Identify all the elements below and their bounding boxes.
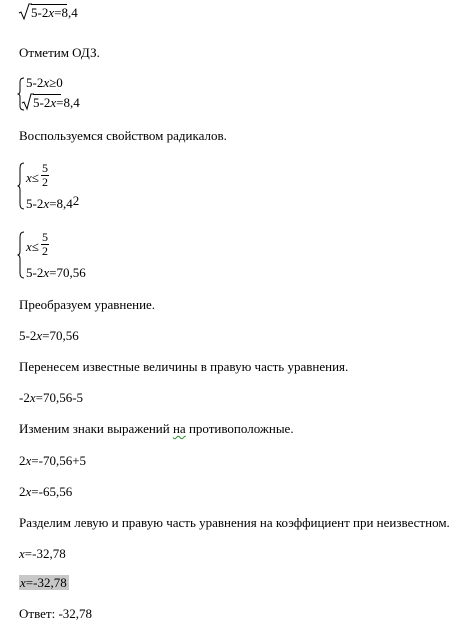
equation-lhs: 5-2 <box>19 328 37 343</box>
variable-x: x <box>36 328 43 343</box>
variable-x: x <box>25 453 32 468</box>
text-segment: противоположные. <box>185 421 294 436</box>
equation-lhs: 2 <box>19 453 26 468</box>
equation-line-6 <box>19 546 66 561</box>
answer-line: Ответ: -32,78 <box>19 606 93 621</box>
radicand: 5-2 <box>31 5 49 20</box>
fraction-numerator: 5 <box>42 230 48 244</box>
system-3-row-2-rhs: =70,56 <box>49 265 86 280</box>
variable-x: x <box>43 75 50 90</box>
fraction-denominator: 2 <box>42 175 48 189</box>
spellcheck-word: на <box>172 421 186 436</box>
equation-line-3 <box>19 390 83 405</box>
equation-rhs: =8,4 <box>54 5 78 20</box>
system-1-row-1-lhs: 5-2 <box>26 75 44 90</box>
less-equal-sign: ≤ <box>31 239 39 254</box>
left-brace <box>17 231 25 279</box>
radicand: 5-2 <box>33 95 51 110</box>
equation-rhs: =70,56-5 <box>35 390 84 405</box>
paragraph-divide: Разделим левую и правую часть уравнения на коэффициент при неизвестном. <box>19 515 450 530</box>
system-1-row-1-rhs: ≥0 <box>49 75 63 90</box>
system-2-row-2-lhs: 5-2 <box>26 196 44 211</box>
left-brace <box>17 162 25 210</box>
variable-x: x <box>43 196 50 211</box>
paragraph-property: Воспользуемся свойством радикалов. <box>19 128 227 143</box>
equation-rhs: =-32,78 <box>25 575 67 590</box>
system-1-row-2-rhs: =8,4 <box>56 95 80 110</box>
paragraph-odz: Отметим ОДЗ. <box>19 45 100 60</box>
equation-rhs: =-65,56 <box>31 484 73 499</box>
fraction-numerator: 5 <box>42 161 48 175</box>
variable-x: x <box>26 170 32 185</box>
paragraph-move: Перенесем известные величины в правую часть уравнения. <box>19 359 349 374</box>
equation-line-2 <box>19 328 79 343</box>
equation-rhs: =-70,56+5 <box>31 453 87 468</box>
radical-sign <box>18 3 32 19</box>
fraction-denominator: 2 <box>42 244 48 258</box>
equation-rhs: =70,56 <box>42 328 79 343</box>
text-segment: Изменим знаки выражений <box>19 421 173 436</box>
equation-line-5 <box>19 484 72 499</box>
variable-x: x <box>43 265 50 280</box>
selected-equation-line[interactable] <box>19 575 69 590</box>
variable-x: x <box>20 575 26 590</box>
radical-sign <box>21 93 33 109</box>
variable-x: x <box>50 95 57 110</box>
variable-x: x <box>19 546 25 561</box>
equation-lhs: -2 <box>19 390 30 405</box>
exponent: 2 <box>72 193 80 208</box>
paragraph-transform: Преобразуем уравнение. <box>19 297 156 312</box>
variable-x: x <box>26 239 32 254</box>
system-3-row-2-lhs: 5-2 <box>26 265 44 280</box>
equation-lhs: 2 <box>19 484 26 499</box>
variable-x: x <box>25 484 32 499</box>
variable-x: x <box>29 390 36 405</box>
equation-line-4 <box>19 453 86 468</box>
equation-rhs: =-32,78 <box>24 546 66 561</box>
paragraph-change-signs <box>19 421 294 436</box>
variable-x: x <box>48 5 55 20</box>
system-2-row-2-rhs: =8,4 <box>49 196 73 211</box>
less-equal-sign: ≤ <box>31 170 39 185</box>
